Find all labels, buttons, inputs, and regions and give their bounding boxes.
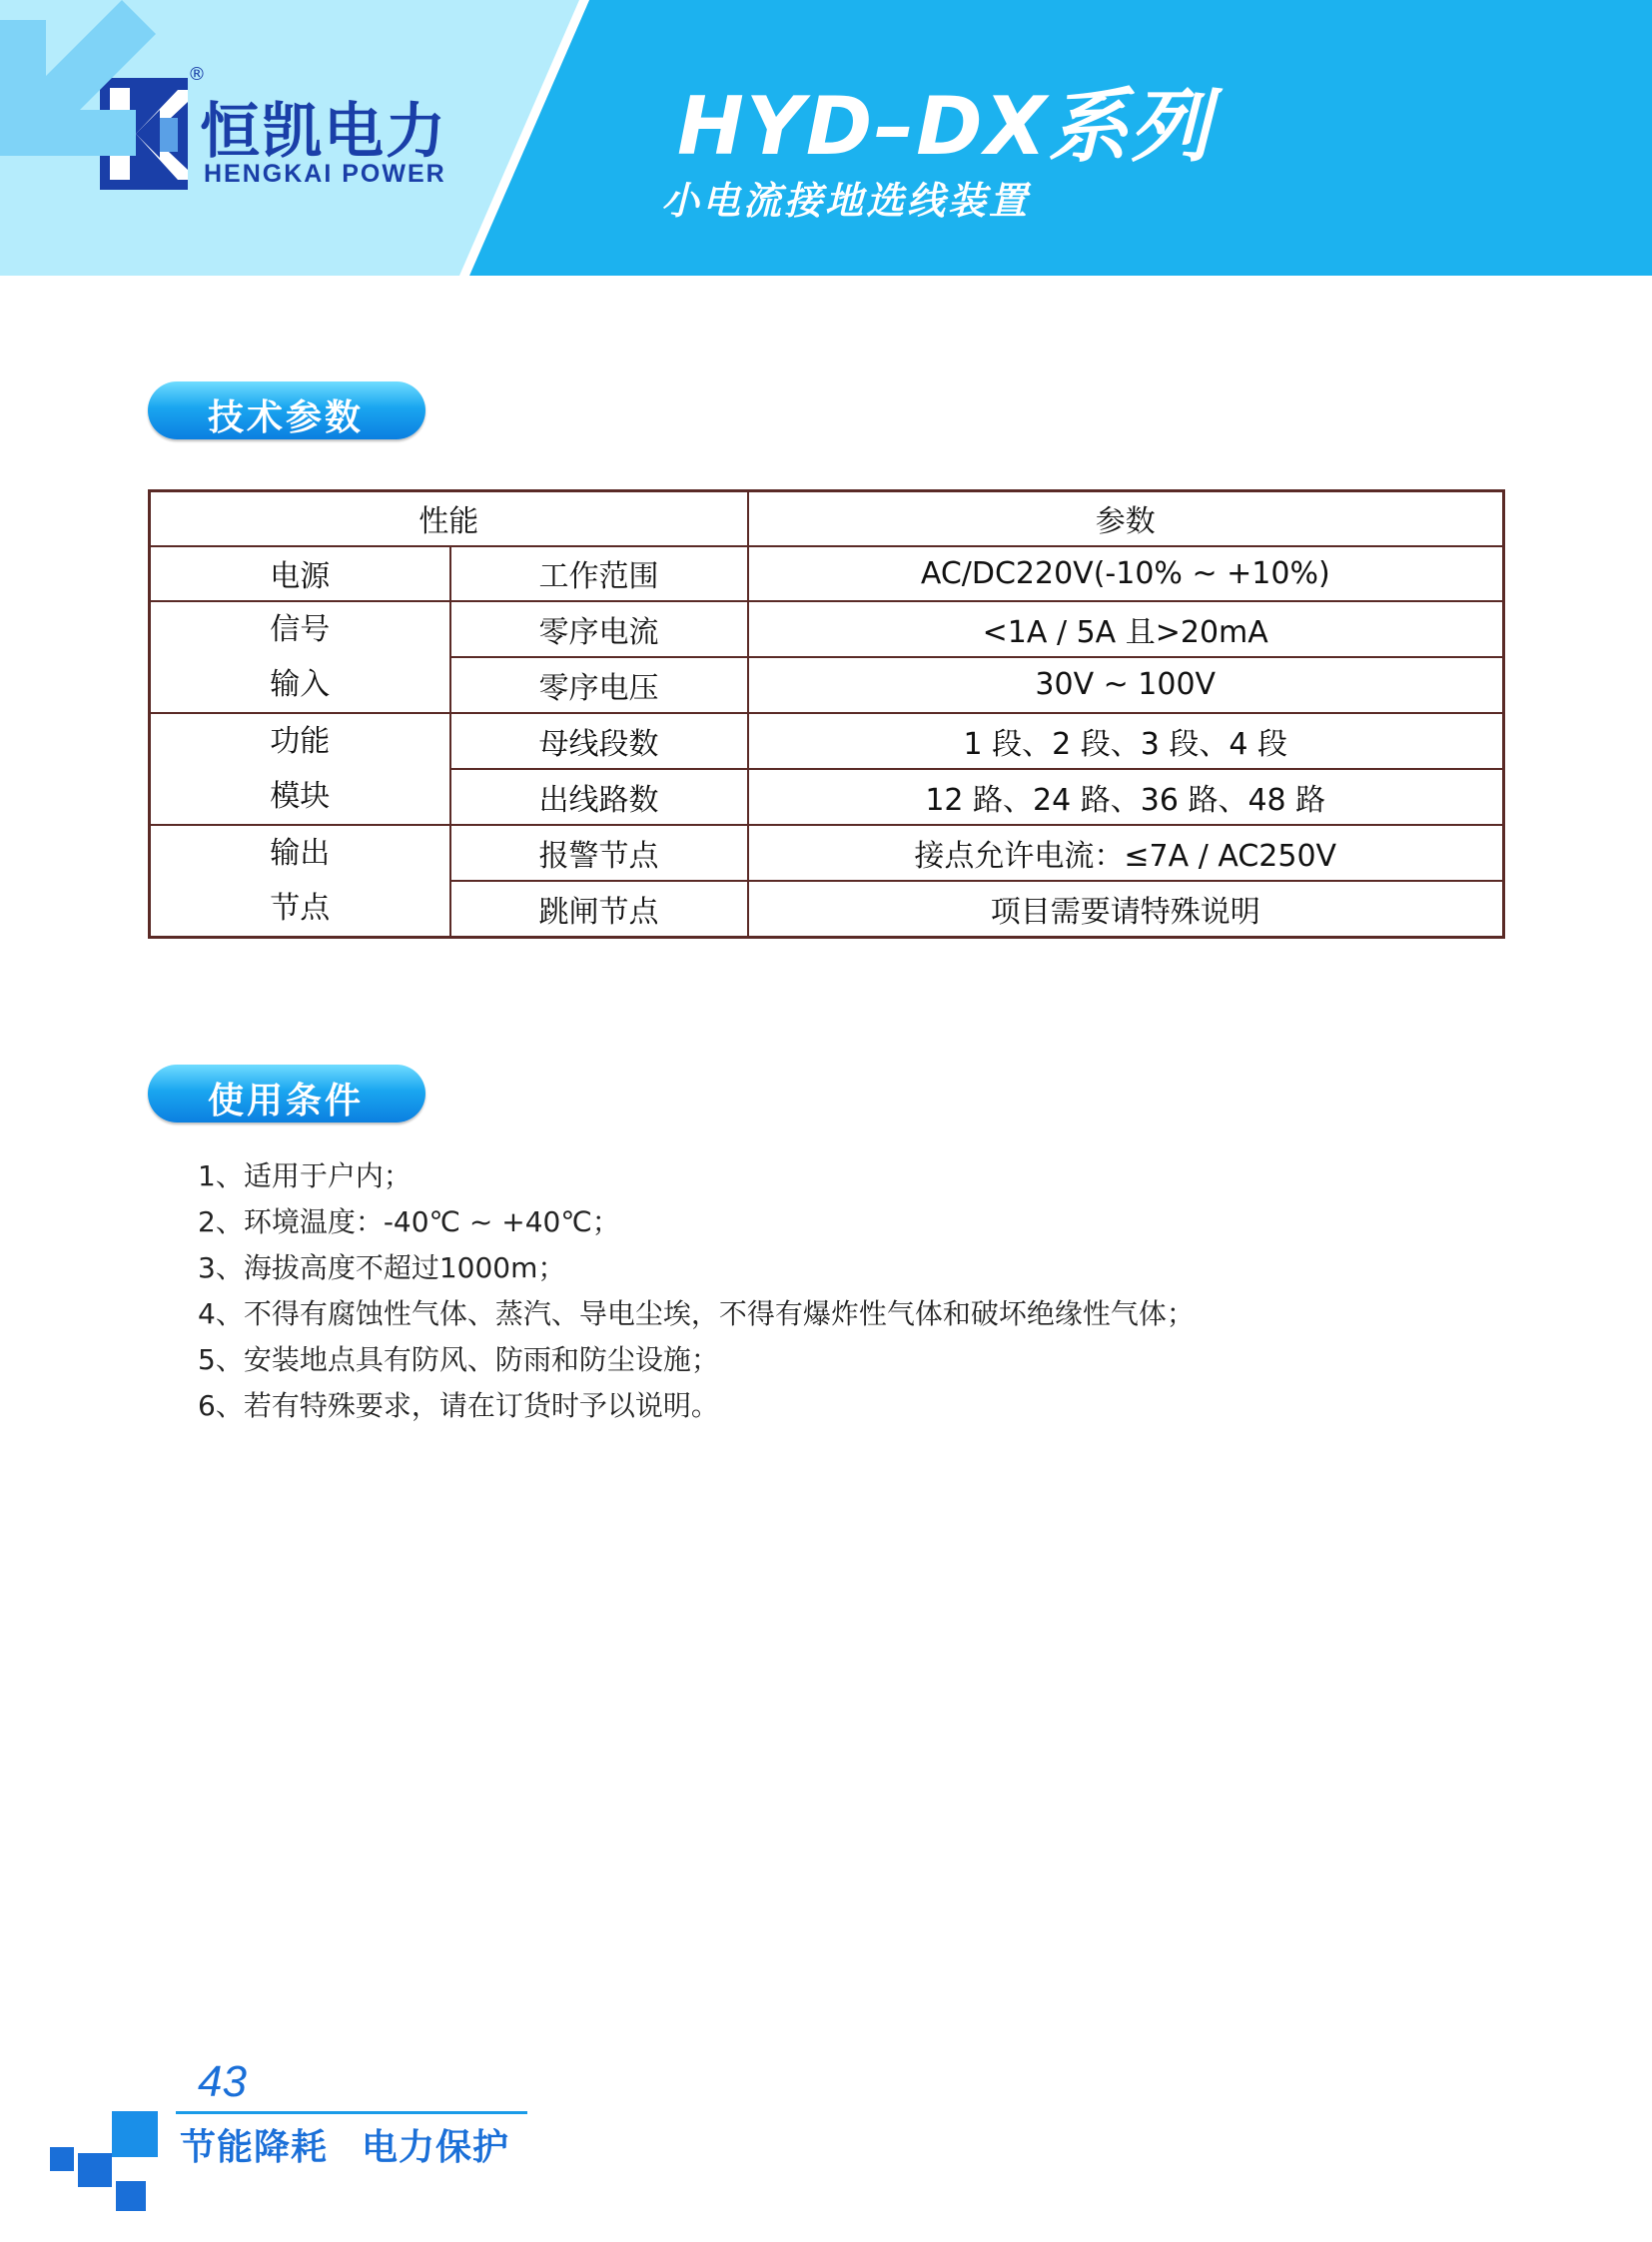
series-subtitle: 小电流接地选线装置 (661, 179, 1031, 223)
footer-slogan (180, 2119, 509, 2170)
registered-mark: ® (188, 64, 206, 85)
table-item-cell: 跳闸节点 (450, 881, 748, 937)
conditions-list (198, 1153, 1496, 1429)
list-item: 5、安装地点具有防风、防雨和防尘设施； (198, 1343, 719, 1376)
table-group-cell (150, 825, 450, 938)
table-group-cell: 电源 (150, 546, 450, 601)
table-group-cell (150, 713, 450, 825)
table-row (150, 713, 1504, 769)
table-header-cell: 参数 (748, 491, 1504, 546)
table-item-cell: 零序电压 (450, 657, 748, 713)
table-item-cell: 工作范围 (450, 546, 748, 601)
page-header (0, 0, 1652, 276)
slogan-right: 电力保护 (362, 2127, 510, 2168)
brand-name-cn: 恒凯电力 (200, 97, 447, 167)
table-group-line: 节点 (270, 890, 331, 926)
list-item: 4、不得有腐蚀性气体、蒸汽、导电尘埃，不得有爆炸性气体和破坏绝缘性气体； (198, 1297, 1195, 1330)
table-header-row (150, 491, 1504, 546)
slogan-left: 节能降耗 (180, 2127, 329, 2168)
table-group-line: 模块 (270, 778, 331, 814)
table-row (150, 601, 1504, 657)
section-title-conditions (148, 1065, 425, 1122)
spec-table (148, 489, 1505, 939)
brand-name-en: HENGKAI POWER (204, 160, 446, 188)
table-group-line: 输入 (270, 666, 331, 702)
decorative-squares (50, 2103, 180, 2213)
table-value-cell: 12 路、24 路、36 路、48 路 (748, 769, 1504, 825)
section-title-text: 使用条件 (208, 1081, 365, 1121)
series-title: HYD–DX系列 (677, 80, 1213, 173)
section-title-tech-params (148, 381, 425, 439)
table-row (150, 546, 1504, 601)
table-item-cell: 母线段数 (450, 713, 748, 769)
table-group-cell (150, 601, 450, 713)
table-group-line: 信号 (270, 611, 331, 647)
list-item: 1、适用于户内； (198, 1159, 412, 1192)
table-value-cell: <1A / 5A 且>20mA (748, 601, 1504, 657)
table-item-cell: 报警节点 (450, 825, 748, 881)
table-row (150, 825, 1504, 881)
table-value-cell: 1 段、2 段、3 段、4 段 (748, 713, 1504, 769)
table-value-cell: 30V ~ 100V (748, 657, 1504, 713)
table-item-cell: 零序电流 (450, 601, 748, 657)
list-item: 2、环境温度：-40℃ ~ +40℃； (198, 1205, 620, 1238)
table-group-line: 输出 (270, 835, 331, 871)
table-item-cell: 出线路数 (450, 769, 748, 825)
table-value-cell: 接点允许电流：≤7A / AC250V (748, 825, 1504, 881)
table-value-cell: 项目需要请特殊说明 (748, 881, 1504, 937)
footer-divider (176, 2111, 527, 2114)
arrow-down-left-icon (0, 0, 156, 156)
section-title-text: 技术参数 (208, 397, 365, 438)
table-group-line: 功能 (270, 723, 331, 759)
list-item: 6、若有特殊要求，请在订货时予以说明。 (198, 1389, 719, 1422)
list-item: 3、海拔高度不超过1000m； (198, 1251, 566, 1284)
table-header-cell: 性能 (150, 491, 748, 546)
page-number: 43 (198, 2057, 247, 2106)
table-value-cell: AC/DC220V(-10% ~ +10%) (748, 546, 1504, 601)
